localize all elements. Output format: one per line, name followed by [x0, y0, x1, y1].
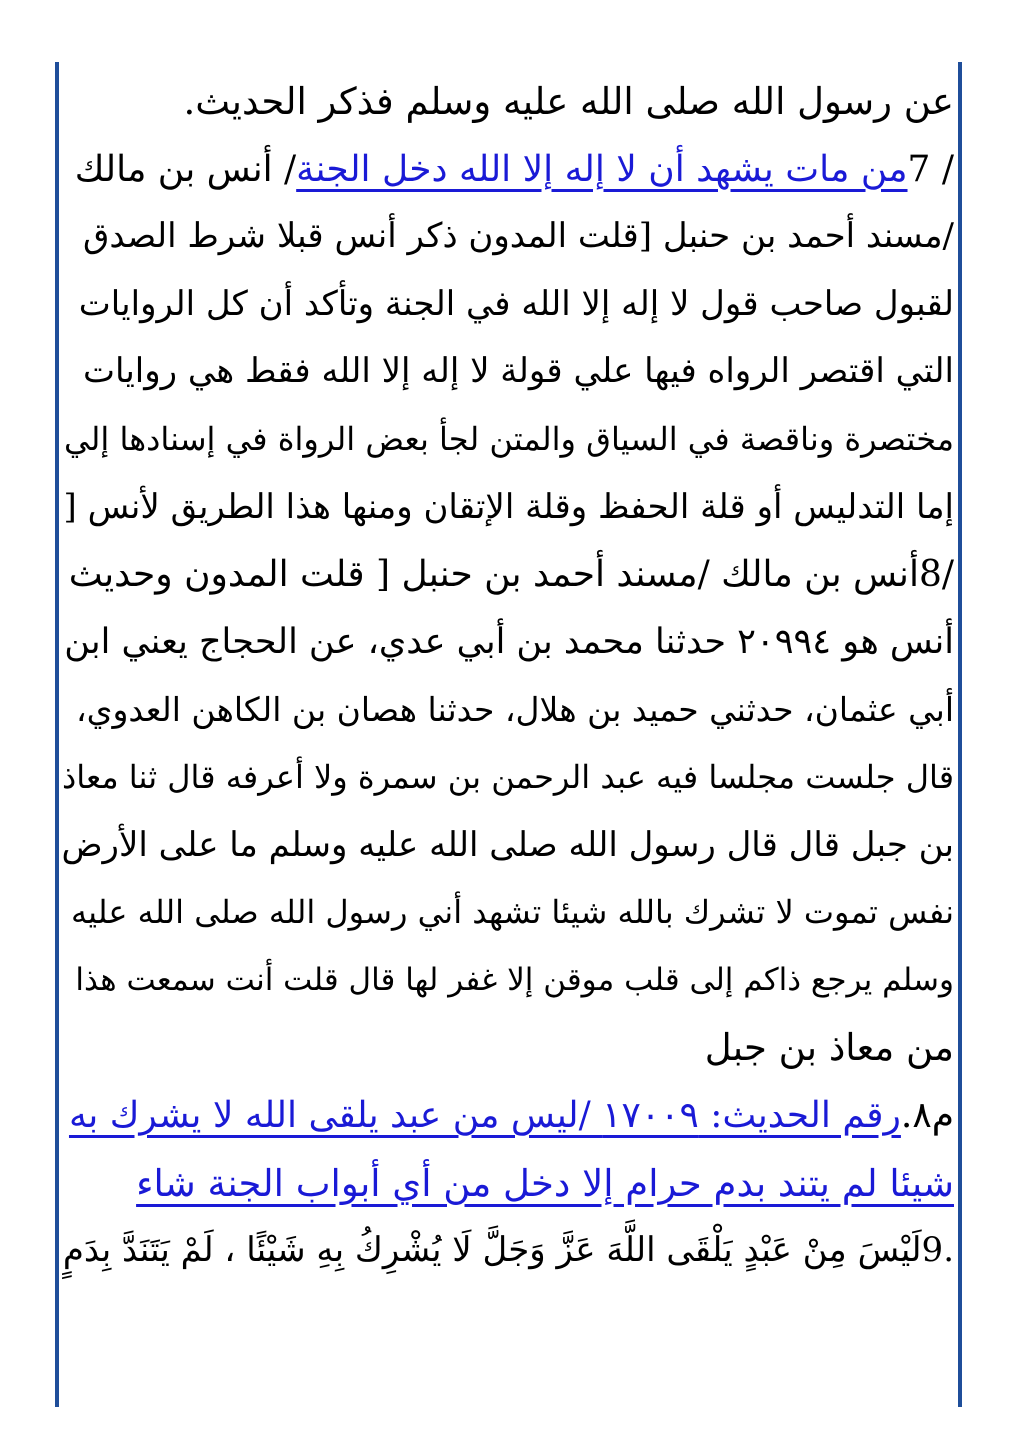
hadith-title-link-8-cont[interactable]: شيئا لم يتند بدم حرام إلا دخل من أي أبواب الجنة شاء: [136, 1161, 954, 1205]
text-line-9: [62, 609, 954, 677]
line-1-text: عن رسول الله صلى الله عليه وسلم فذكر الحديث.: [183, 80, 954, 123]
text-line-3: [62, 203, 954, 271]
line-9-text: أنس هو ٢٠٩٩٤ حدثنا محمد بن أبي عدي، عن الحجاج يعني ابن: [64, 621, 954, 662]
line-8-text: /8أنس بن مالك /مسند أحمد بن حنبل [ قلت المدون وحديث: [68, 554, 954, 596]
line-13-text: نفس تموت لا تشرك بالله شيئا تشهد أني رسول الله صلى الله عليه: [70, 893, 954, 932]
narrator-anas: / أنس بن مالك: [74, 148, 297, 190]
text-line-10: [62, 676, 954, 744]
hadith-number-7: / 7: [907, 148, 954, 190]
text-line-12: [62, 812, 954, 880]
hadith-9-text: .9لَيْسَ مِنْ عَبْدٍ يَلْقَى اللَّهَ عَزَّ وَجَلَّ لَا يُشْرِكُ بِهِ شَيْئًا ، لَمْ يَتَنَدَّ بِدَمٍ: [62, 1230, 954, 1271]
text-line-17: [62, 1150, 954, 1218]
line-12-text: بن جبل قال قال رسول الله صلى الله عليه وسلم ما على الأرض: [61, 824, 954, 865]
text-line-2: [62, 136, 954, 204]
line-3-text: /مسند أحمد بن حنبل [قلت المدون ذكر أنس قبلا شرط الصدق: [83, 216, 954, 257]
text-line-11: [62, 744, 954, 812]
text-line-14: [62, 947, 954, 1015]
line-6-text: مختصرة وناقصة في السياق والمتن لجأ بعض الرواة في إسنادها إلي: [63, 419, 954, 458]
line-14-text: وسلم يرجع ذاكم إلى قلب موقن إلا غفر لها قال قلت أنت سمعت هذا: [75, 961, 954, 998]
line-5-text: التي اقتصر الرواه فيها علي قولة لا إله إلا الله فقط هي روايات: [82, 351, 954, 392]
text-line-7: [62, 474, 954, 542]
hadith-number-8: م٨.: [900, 1094, 954, 1136]
line-10-text: أبي عثمان، حدثني حميد بن هلال، حدثنا هصان بن الكاهن العدوي،: [75, 690, 954, 730]
text-line-4: [62, 271, 954, 339]
text-line-8: [62, 541, 954, 609]
text-line-18: [62, 1217, 954, 1285]
text-line-15: [62, 1014, 954, 1082]
line-4-text: لقبول صاحب قول لا إله إلا الله في الجنة وتأكد أن كل الروايات: [78, 283, 954, 324]
text-line-13: [62, 879, 954, 947]
text-line-16: [62, 1082, 954, 1150]
text-line-5: [62, 338, 954, 406]
page-border-right: [958, 62, 962, 1407]
line-7-text: إما التدليس أو قلة الحفظ وقلة الإتقان ومنها هذا الطريق لأنس [: [63, 486, 954, 527]
line-15-text: من معاذ بن جبل: [704, 1026, 954, 1070]
line-11-text: قال جلست مجلسا فيه عبد الرحمن بن سمرة ولا أعرفه قال ثنا معاذ: [62, 757, 954, 796]
hadith-title-link-7[interactable]: من مات يشهد أن لا إله إلا الله دخل الجنة: [296, 148, 908, 190]
text-line-1: [62, 68, 954, 136]
hadith-title-link-8[interactable]: رقم الحديث: ١٧٠٠٩ /ليس من عبد يلقى الله لا يشرك به: [68, 1094, 901, 1136]
page-border-left: [55, 62, 59, 1407]
document-body: [62, 68, 954, 1285]
text-line-6: [62, 406, 954, 474]
